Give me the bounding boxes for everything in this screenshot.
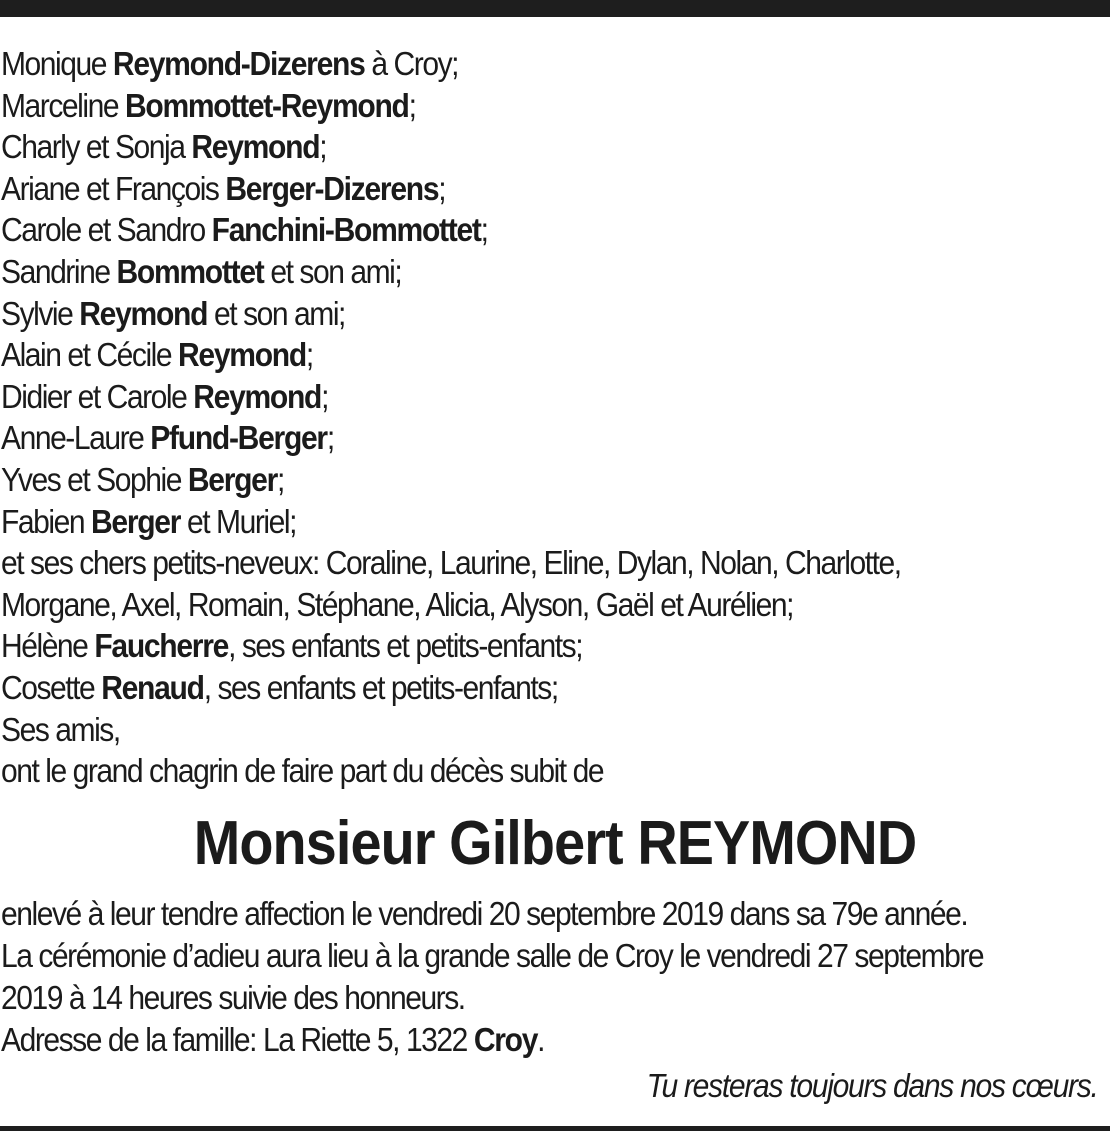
mourner-suffix: , ses enfants et petits-enfants; [203, 668, 558, 706]
mourner-suffix: , ses enfants et petits-enfants; [228, 627, 583, 665]
mourner-line [1, 85, 1010, 127]
mourner-suffix: ; [480, 211, 488, 249]
mourner-first-names: Hélène [1, 627, 95, 665]
friends-text: Ses amis, [1, 710, 120, 748]
mourner-surname: Renaud [101, 668, 204, 706]
grand-nephews-line [1, 542, 1010, 584]
deceased-name: Monsieur Gilbert REYMOND [193, 809, 917, 878]
mourner-surname: Reymond [193, 377, 322, 415]
mourner-suffix: et son ami; [207, 294, 345, 332]
mourner-first-names: Fabien [1, 502, 91, 540]
mourner-surname: Bommottet-Reymond [124, 86, 409, 124]
mourner-first-names: Ariane et François [1, 169, 226, 207]
mourner-first-names: Anne-Laure [1, 419, 151, 457]
mourner-line [1, 625, 1010, 667]
mourner-line [1, 251, 1010, 293]
mourner-line [1, 126, 1010, 168]
mourner-suffix: ; [319, 128, 327, 166]
ceremony-time-line: 2019 à 14 heures suivie des honneurs. [1, 979, 465, 1016]
mourner-surname: Berger [90, 502, 181, 540]
closing-phrase: Tu resteras toujours dans nos cœurs. [647, 1067, 1098, 1104]
mourner-suffix: ; [438, 169, 446, 207]
mourner-line [1, 168, 1010, 210]
mourner-first-names: Sylvie [1, 294, 80, 332]
mourner-first-names: Sandrine [1, 252, 117, 290]
passing-date-line: enlevé à leur tendre affection le vendredi 20 septembre 2019 dans sa 79e année. [1, 895, 968, 932]
mourner-first-names: Alain et Cécile [1, 336, 179, 374]
mourner-first-names: Carole et Sandro [1, 211, 212, 249]
death-details [1, 893, 1110, 1061]
mourner-line [1, 209, 1010, 251]
mourner-line [1, 334, 1010, 376]
mourner-surname: Berger [187, 460, 278, 498]
family-address-line [1, 1019, 1010, 1061]
mourner-surname: Faucherre [94, 627, 229, 665]
mourner-surname: Bommottet [116, 252, 264, 290]
mourner-surname: Reymond-Dizerens [112, 45, 365, 82]
ceremony-line: La cérémonie d’adieu aura lieu à la grande salle de Croy le vendredi 27 septembre [1, 937, 984, 974]
mourner-surname: Reymond [191, 128, 320, 166]
mourner-suffix: ; [305, 336, 313, 374]
mourner-first-names: Cosette [1, 668, 102, 706]
mourner-first-names: Charly et Sonja [1, 128, 192, 166]
mourners-list [1, 43, 1110, 792]
mourner-surname: Reymond [178, 336, 306, 374]
family-address-suffix: . [537, 1021, 545, 1058]
mourner-first-names: Monique [1, 45, 113, 82]
mourner-first-names: Marceline [1, 86, 125, 124]
mourner-surname: Pfund-Berger [150, 419, 327, 457]
mourner-surname: Reymond [79, 294, 208, 332]
mourner-suffix: ; [321, 377, 329, 415]
mourner-line [1, 376, 1010, 418]
announcement-text: ont le grand chagrin de faire part du décès subit de [1, 752, 604, 790]
mourner-suffix: ; [277, 460, 284, 498]
grand-nephews-text: et ses chers petits-neveux: Coraline, Laurine, Eline, Dylan, Nolan, Charlotte, [1, 544, 901, 582]
mourner-suffix: et son ami; [263, 252, 402, 290]
mourner-surname: Berger-Dizerens [225, 169, 439, 207]
mourner-suffix: à Croy; [364, 45, 459, 82]
family-address-text: Adresse de la famille: La Riette 5, 1322 [1, 1021, 474, 1058]
friends-line [1, 709, 1010, 751]
top-border-rule [0, 0, 1110, 17]
mourner-line [1, 293, 1010, 335]
mourner-surname: Fanchini-Bommottet [211, 211, 481, 249]
mourner-line [1, 501, 1010, 543]
mourner-line [1, 43, 1010, 85]
mourner-first-names: Yves et Sophie [1, 460, 188, 498]
grand-nephews-text: Morgane, Axel, Romain, Stéphane, Alicia, Alyson, Gaël et Aurélien; [1, 585, 793, 623]
bottom-border-rule [0, 1126, 1110, 1131]
mourner-line [1, 459, 1010, 501]
announcement-line [1, 750, 1010, 792]
grand-nephews-line [1, 584, 1010, 626]
mourner-first-names: Didier et Carole [1, 377, 194, 415]
mourner-suffix: et Muriel; [180, 502, 296, 540]
mourner-suffix: ; [326, 419, 334, 457]
mourner-line [1, 417, 1010, 459]
mourner-suffix: ; [408, 86, 416, 124]
family-address-town: Croy [473, 1021, 538, 1058]
mourner-line [1, 667, 1010, 709]
